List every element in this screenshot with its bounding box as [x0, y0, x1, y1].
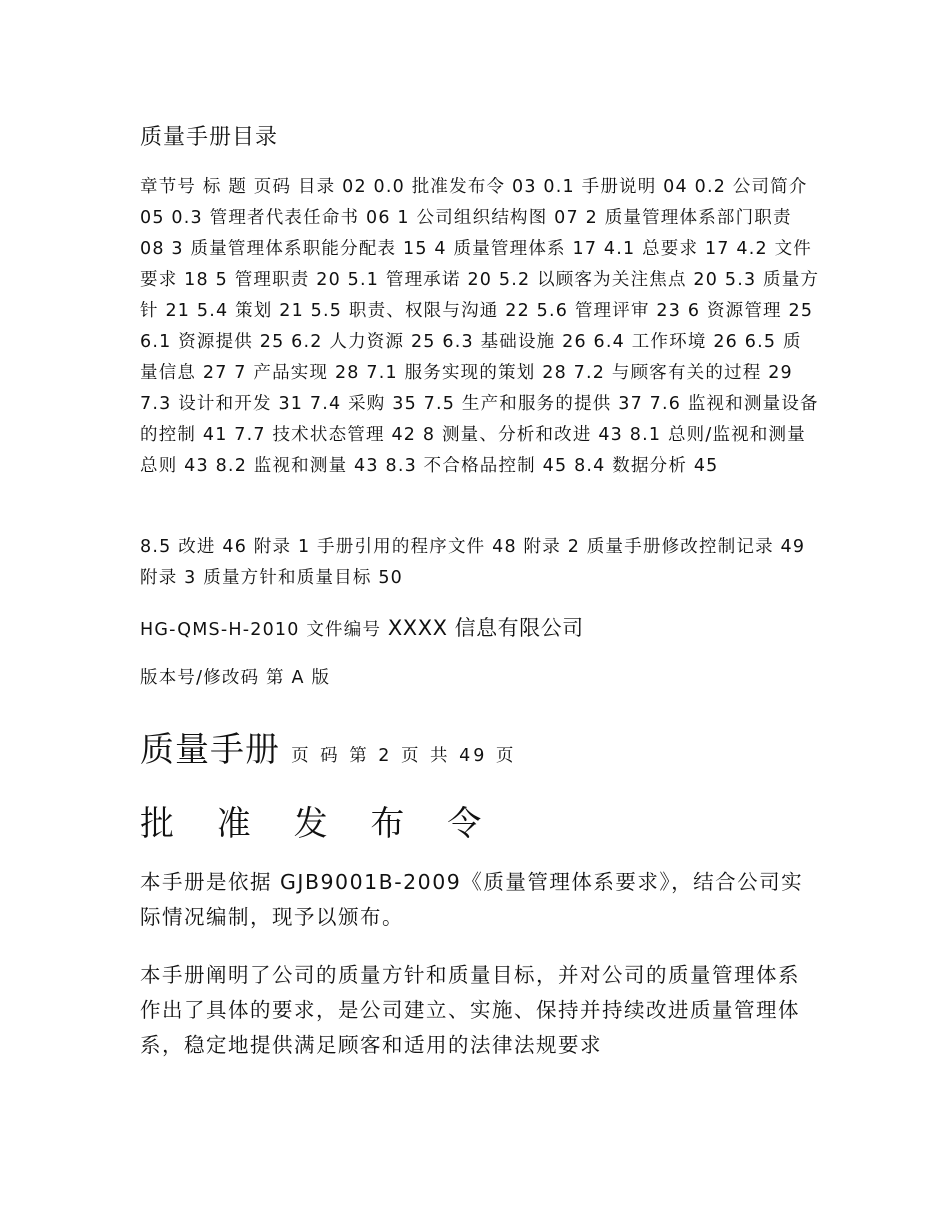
document-code: HG-QMS-H-2010 文件编号	[140, 620, 382, 640]
toc-title: 质量手册目录	[140, 125, 279, 150]
decree-title: 批 准 发 布 令	[140, 804, 498, 844]
toc-entries: 章节号 标 题 页码 目录 02 0.0 批准发布令 03 0.1 手册说明 04 0.2 公司简介 05 0.3 管理者代表任命书 06 1 公司组织结构图 07 2 质量管理体系部门职责 08 3 质量管理体系职能分配表 15 4 质量管理体系 17 4.1 总要求 17 4.2 文件要求 18 5 管理职责 20 5.1 管理承诺 20 5.2 以顾客为关注焦点 20 5.3 质量方针 21 5.4 策划 21 5.5 职责、权限与沟通 22 5.6 管理评审 23 6 资源管理 25 6.1 资源提供 25 6.2 人力资源 25 6.3 基础设施 26 6.4 工作环境 26 6.5 质量信息 27 7 产品实现 28 7.1 服务实现的策划 28 7.2 与顾客有关的过程 29 7.3 设计和开发 31 7.4 采购 35 7.5 生产和服务的提供 37 7.6 监视和测量设备的控制 41 7.7 技术状态管理 42 8 测量、分析和改进 43 8.1 总则/监视和测量总则 43 8.2 监视和测量 43 8.3 不合格品控制 45 8.4 数据分析 45	[140, 177, 820, 476]
decree-paragraph-2: 本手册阐明了公司的质量方针和质量目标，并对公司的质量管理体系作出了具体的要求，是公司建立、实施、保持并持续改进质量管理体系，稳定地提供满足顾客和适用的法律法规要求	[140, 963, 800, 1057]
manual-title: 质量手册	[140, 730, 280, 770]
manual-title-line	[140, 722, 516, 771]
toc-entries-continued: 8.5 改进 46 附录 1 手册引用的程序文件 48 附录 2 质量手册修改控制记录 49 附录 3 质量方针和质量目标 50	[140, 537, 806, 588]
company-name: XXXX 信息有限公司	[387, 616, 584, 640]
decree-paragraph-1: 本手册是依据 GJB9001B-2009《质量管理体系要求》，结合公司实际情况编制，现予以颁布。	[140, 870, 804, 929]
page-info: 页 码 第 2 页 共 49 页	[291, 746, 517, 766]
document-number-line	[140, 612, 584, 642]
version-line: 版本号/修改码 第 A 版	[140, 668, 331, 688]
